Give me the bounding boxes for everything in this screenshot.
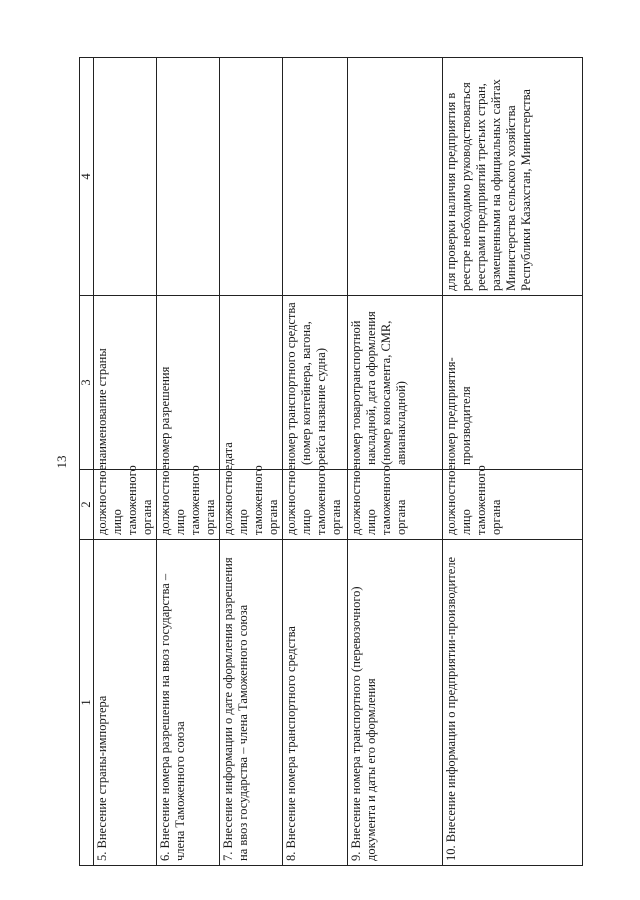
actor-cell: должностное лицо таможенного органа xyxy=(157,470,220,540)
rotated-page xyxy=(45,58,615,866)
column-header-2: 2 xyxy=(80,470,94,540)
table-row xyxy=(157,58,220,866)
data-cell: номер предприятия-производителя xyxy=(443,296,583,470)
data-cell: номер транспортного средства (номер контейнера, вагона, рейса название судна) xyxy=(283,296,348,470)
action-cell: 6. Внесение номера разрешения на ввоз государства – члена Таможенного союза xyxy=(157,540,220,866)
note-cell xyxy=(348,58,443,296)
table-row xyxy=(94,58,157,866)
note-cell: для проверки наличия предприятия в реестре необходимо руководствоваться реестрами предприятий третьих стран, размещенными на официальных сайтах Министерства сельского хозяйства Республики Казахстан, Министерства xyxy=(443,58,583,296)
procedure-table xyxy=(79,57,583,866)
table-row xyxy=(443,58,583,866)
data-cell: номер разрешения xyxy=(157,296,220,470)
table-row xyxy=(348,58,443,866)
note-cell xyxy=(283,58,348,296)
actor-cell: должностное лицо таможенного органа xyxy=(443,470,583,540)
note-cell xyxy=(94,58,157,296)
action-cell: 10. Внесение информации о предприятии-производителе xyxy=(443,540,583,866)
column-header-3: 3 xyxy=(80,296,94,470)
data-cell: наименование страны xyxy=(94,296,157,470)
data-cell: дата xyxy=(220,296,283,470)
column-header-4: 4 xyxy=(80,58,94,296)
actor-cell: должностное лицо таможенного органа xyxy=(348,470,443,540)
table-row xyxy=(220,58,283,866)
data-cell: номер товаротранспортной накладной, дата оформления (номер коносамента, CMR, авианакладной) xyxy=(348,296,443,470)
page-number: 13 xyxy=(54,455,69,469)
note-cell xyxy=(157,58,220,296)
actor-cell: должностное лицо таможенного органа xyxy=(220,470,283,540)
action-cell: 7. Внесение информации о дате оформления разрешения на ввоз государства – члена Таможенного союза xyxy=(220,540,283,866)
column-header-1: 1 xyxy=(80,540,94,866)
table-header-row xyxy=(80,58,94,866)
action-cell: 9. Внесение номера транспортного (перевозочного) документа и даты его оформления xyxy=(348,540,443,866)
action-cell: 5. Внесение страны-импортера xyxy=(94,540,157,866)
actor-cell: должностное лицо таможенного органа xyxy=(94,470,157,540)
note-cell xyxy=(220,58,283,296)
table-row xyxy=(283,58,348,866)
action-cell: 8. Внесение номера транспортного средства xyxy=(283,540,348,866)
actor-cell: должностное лицо таможенного органа xyxy=(283,470,348,540)
